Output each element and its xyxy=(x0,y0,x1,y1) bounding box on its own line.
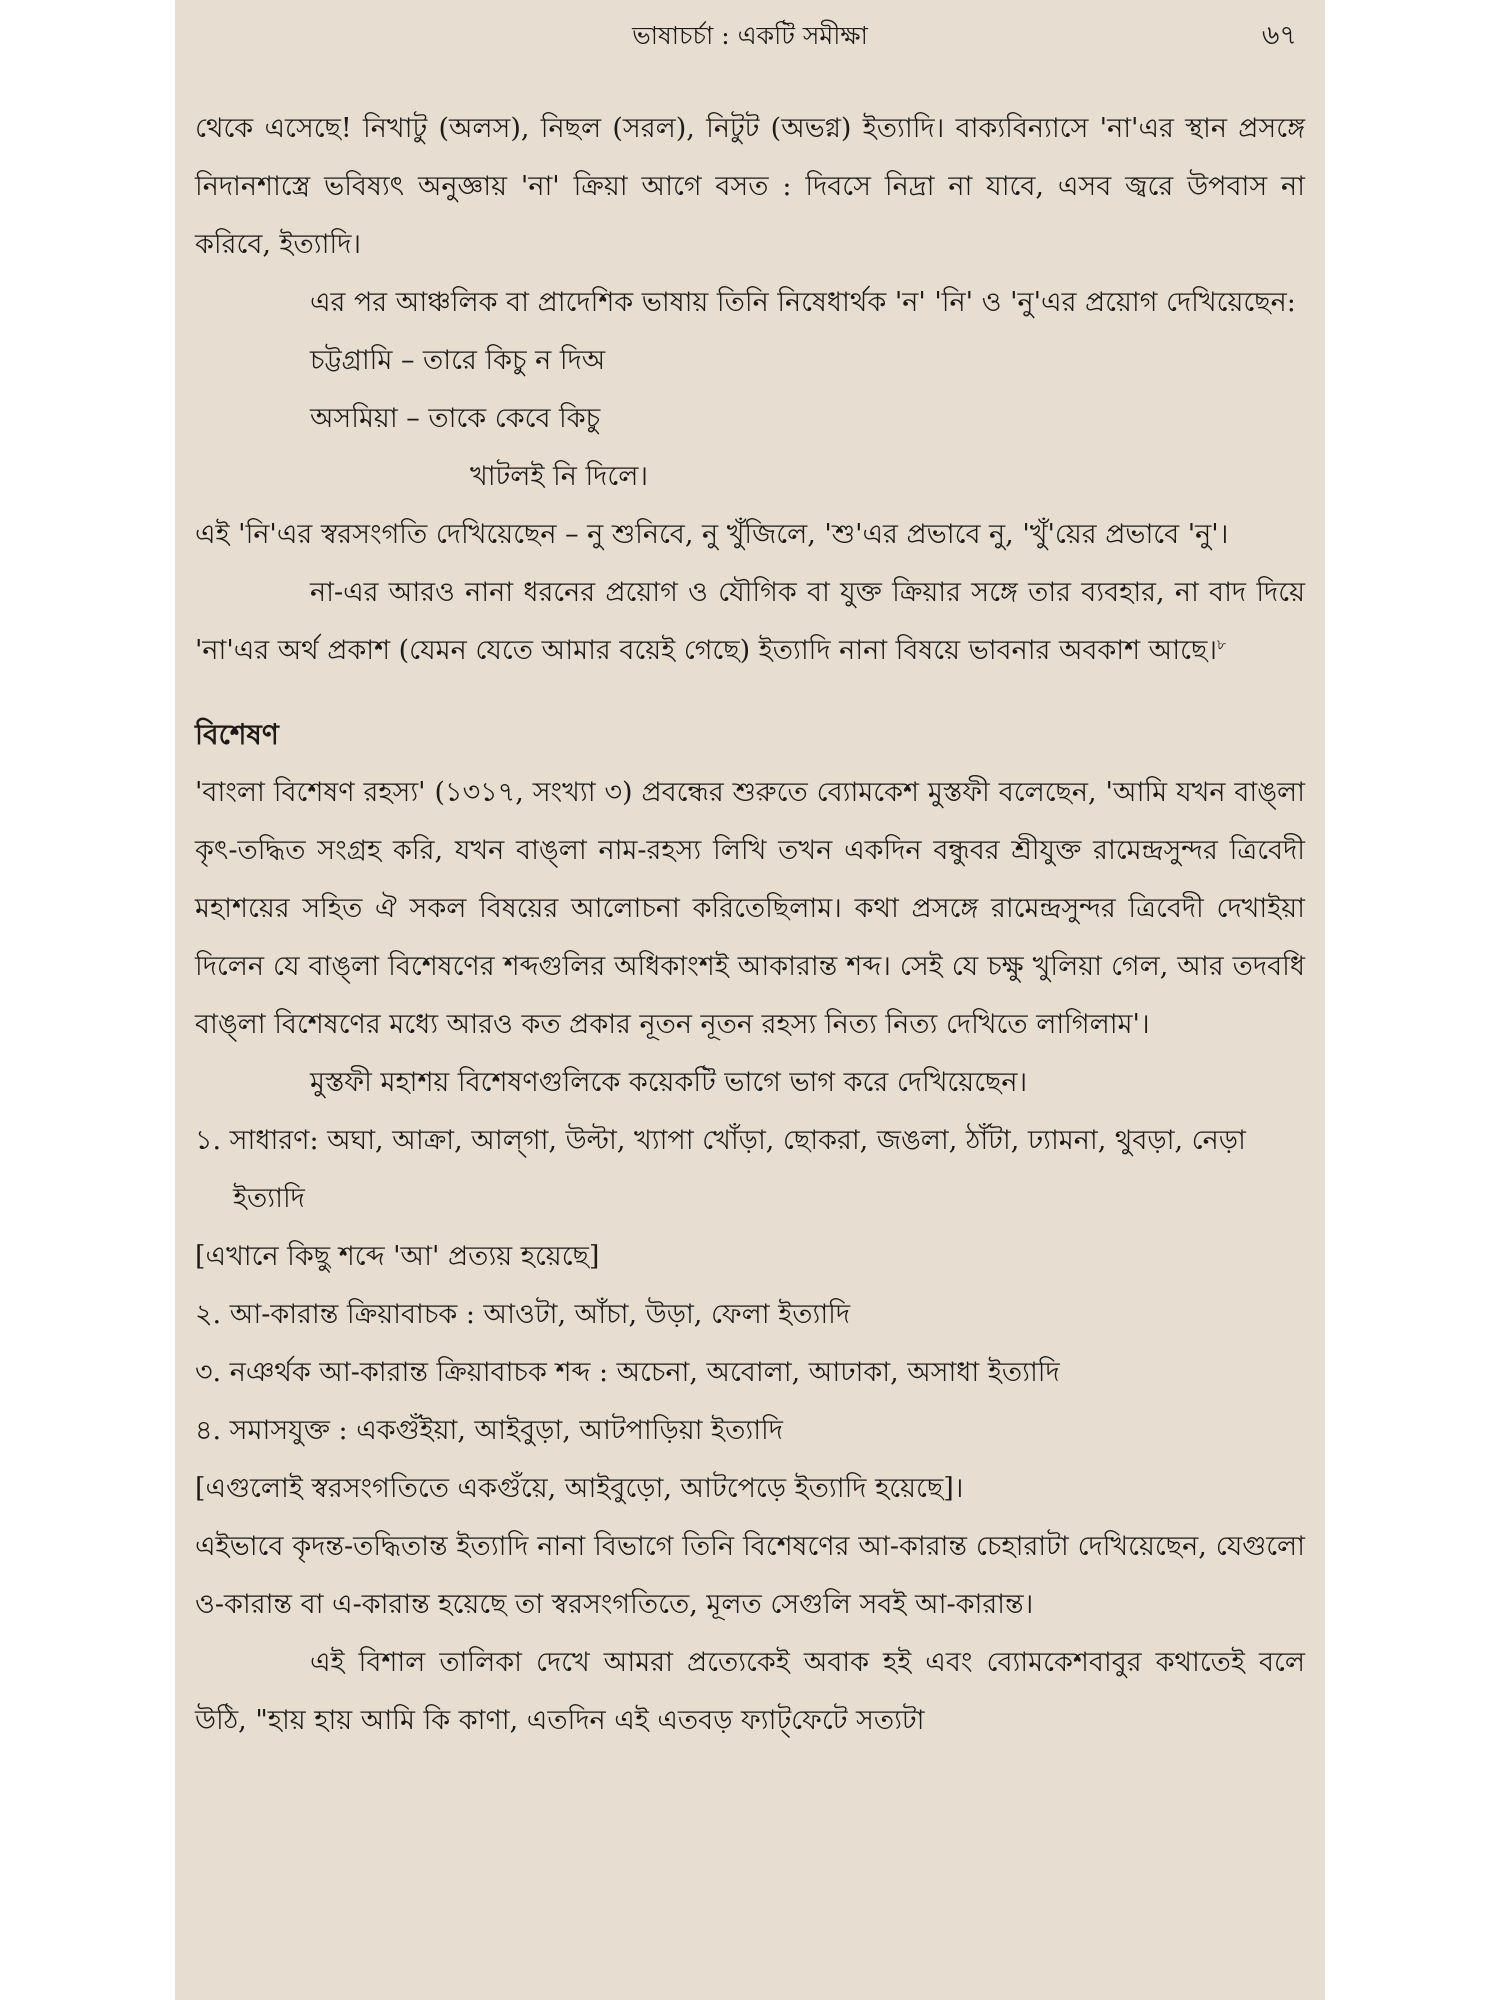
list-item-4: ৪. সমাসযুক্ত : একগুঁইয়া, আইবুড়া, আটপাড়িয়া ইত্যাদি xyxy=(195,1415,783,1446)
paragraph-1: থেকে এসেছে! নিখাটু (অলস), নিছল (সরল), নিটুট (অভগ্ন) ইত্যাদি। বাক্যবিন্যাসে 'না'এর স্থান প্রসঙ্গে নিদানশাস্ত্রে ভবিষ্যৎ অনুজ্ঞায় 'না' ক্রিয়া আগে বসত : দিবসে নিদ্রা না যাবে, এসব জ্বরে উপবাস না করিবে, ইত্যাদি। xyxy=(195,113,1305,260)
bracket-note-2: [এগুলোই স্বরসংগতিতে একগুঁয়ে, আইবুড়ো, আটপেড়ে ইত্যাদি হয়েছে]। xyxy=(195,1473,964,1504)
running-title: ভাষাচর্চা : একটি সমীক্ষা xyxy=(632,21,868,50)
verse-line-assamese: অসমিয়া – তাকে কেবে কিচু xyxy=(310,403,601,434)
paragraph-8: এই বিশাল তালিকা দেখে আমরা প্রত্যেকেই অবাক হই এবং ব্যোমকেশবাবুর কথাতেই বলে উঠি, "হায় হায় আমি কি কাণা, এতদিন এই এতবড় ফ্যাট্‌ফেটে সত্যটা xyxy=(195,1647,1305,1736)
section-heading: বিশেষণ xyxy=(195,718,279,751)
page-header xyxy=(175,12,1325,60)
page-body xyxy=(195,100,1305,1750)
paragraph-7: এইভাবে কৃদন্ত-তদ্ধিতান্ত ইত্যাদি নানা বিভাগে তিনি বিশেষণের আ-কারান্ত চেহারাটা দেখিয়েছেন, যেগুলো ও-কারান্ত বা এ-কারান্ত হয়েছে তা স্বরসংগতিতে, মূলত সেগুলি সবই আ-কারান্ত। xyxy=(195,1531,1305,1620)
paragraph-2: এর পর আঞ্চলিক বা প্রাদেশিক ভাষায় তিনি নিষেধার্থক 'ন' 'নি' ও 'নু'এর প্রয়োগ দেখিয়েছেন: xyxy=(310,287,1296,318)
page-number: ৬৭ xyxy=(1261,20,1297,51)
footnote-marker: ৮ xyxy=(1217,637,1227,653)
paragraph-5: 'বাংলা বিশেষণ রহস্য' (১৩১৭, সংখ্যা ৩) প্রবন্ধের শুরুতে ব্যোমকেশ মুস্তফী বলেছেন, 'আমি যখন বাঙ্‌লা কৃৎ-তদ্ধিত সংগ্রহ করি, যখন বাঙ্‌লা নাম-রহস্য লিখি তখন একদিন বন্ধুবর শ্রীযুক্ত রামেন্দ্রসুন্দর ত্রিবেদী মহাশয়ের সহিত ঐ সকল বিষয়ের আলোচনা করিতেছিলাম। কথা প্রসঙ্গে রামেন্দ্রসুন্দর ত্রিবেদী দেখাইয়া দিলেন যে বাঙ্‌লা বিশেষণের শব্দগুলির অধিকাংশই আকারান্ত শব্দ। সেই যে চক্ষু খুলিয়া গেল, আর তদবধি বাঙ্‌লা বিশেষণের মধ্যে আরও কত প্রকার নূতন নূতন রহস্য নিত্য নিত্য দেখিতে লাগিলাম'। xyxy=(195,777,1305,1040)
list-item-3: ৩. নঞর্থক আ-কারান্ত ক্রিয়াবাচক শব্দ : অচেনা, অবোলা, আঢাকা, অসাধা ইত্যাদি xyxy=(195,1357,1060,1388)
paragraph-4-text: না-এর আরও নানা ধরনের প্রয়োগ ও যৌগিক বা যুক্ত ক্রিয়ার সঙ্গে তার ব্যবহার, না বাদ দিয়ে 'না'এর অর্থ প্রকাশ (যেমন যেতে আমার বয়েই গেছে) ইত্যাদি নানা বিষয়ে ভাবনার অবকাশ আছে। xyxy=(195,577,1305,666)
bracket-note-1: [এখানে কিছু শব্দে 'আ' প্রত্যয় হয়েছে] xyxy=(195,1241,600,1272)
verse-line-continuation: খাটলই নি দিলে। xyxy=(470,461,648,492)
book-page xyxy=(175,0,1325,2000)
list-item-2: ২. আ-কারান্ত ক্রিয়াবাচক : আওটা, আঁচা, উড়া, ফেলা ইত্যাদি xyxy=(195,1299,851,1330)
paragraph-4 xyxy=(195,564,1305,680)
paragraph-6: মুস্তফী মহাশয় বিশেষণগুলিকে কয়েকটি ভাগে ভাগ করে দেখিয়েছেন। xyxy=(310,1067,1028,1098)
verse-line-chittagong: চট্টগ্রামি – তারে কিচু ন দিঅ xyxy=(310,345,606,376)
paragraph-3: এই 'নি'এর স্বরসংগতি দেখিয়েছেন – নু শুনিবে, নু খুঁজিলে, 'শু'এর প্রভাবে নু, 'খুঁ'য়ের প্রভাবে 'নু'। xyxy=(195,519,1229,550)
list-item-1: ১. সাধারণ: অঘা, আক্রা, আল্‌গা, উল্টা, খ্যাপা খোঁড়া, ছোকরা, জঙলা, ঠাঁটা, ঢ্যামনা, থুবড়া, নেড়া ইত্যাদি xyxy=(195,1125,1246,1214)
